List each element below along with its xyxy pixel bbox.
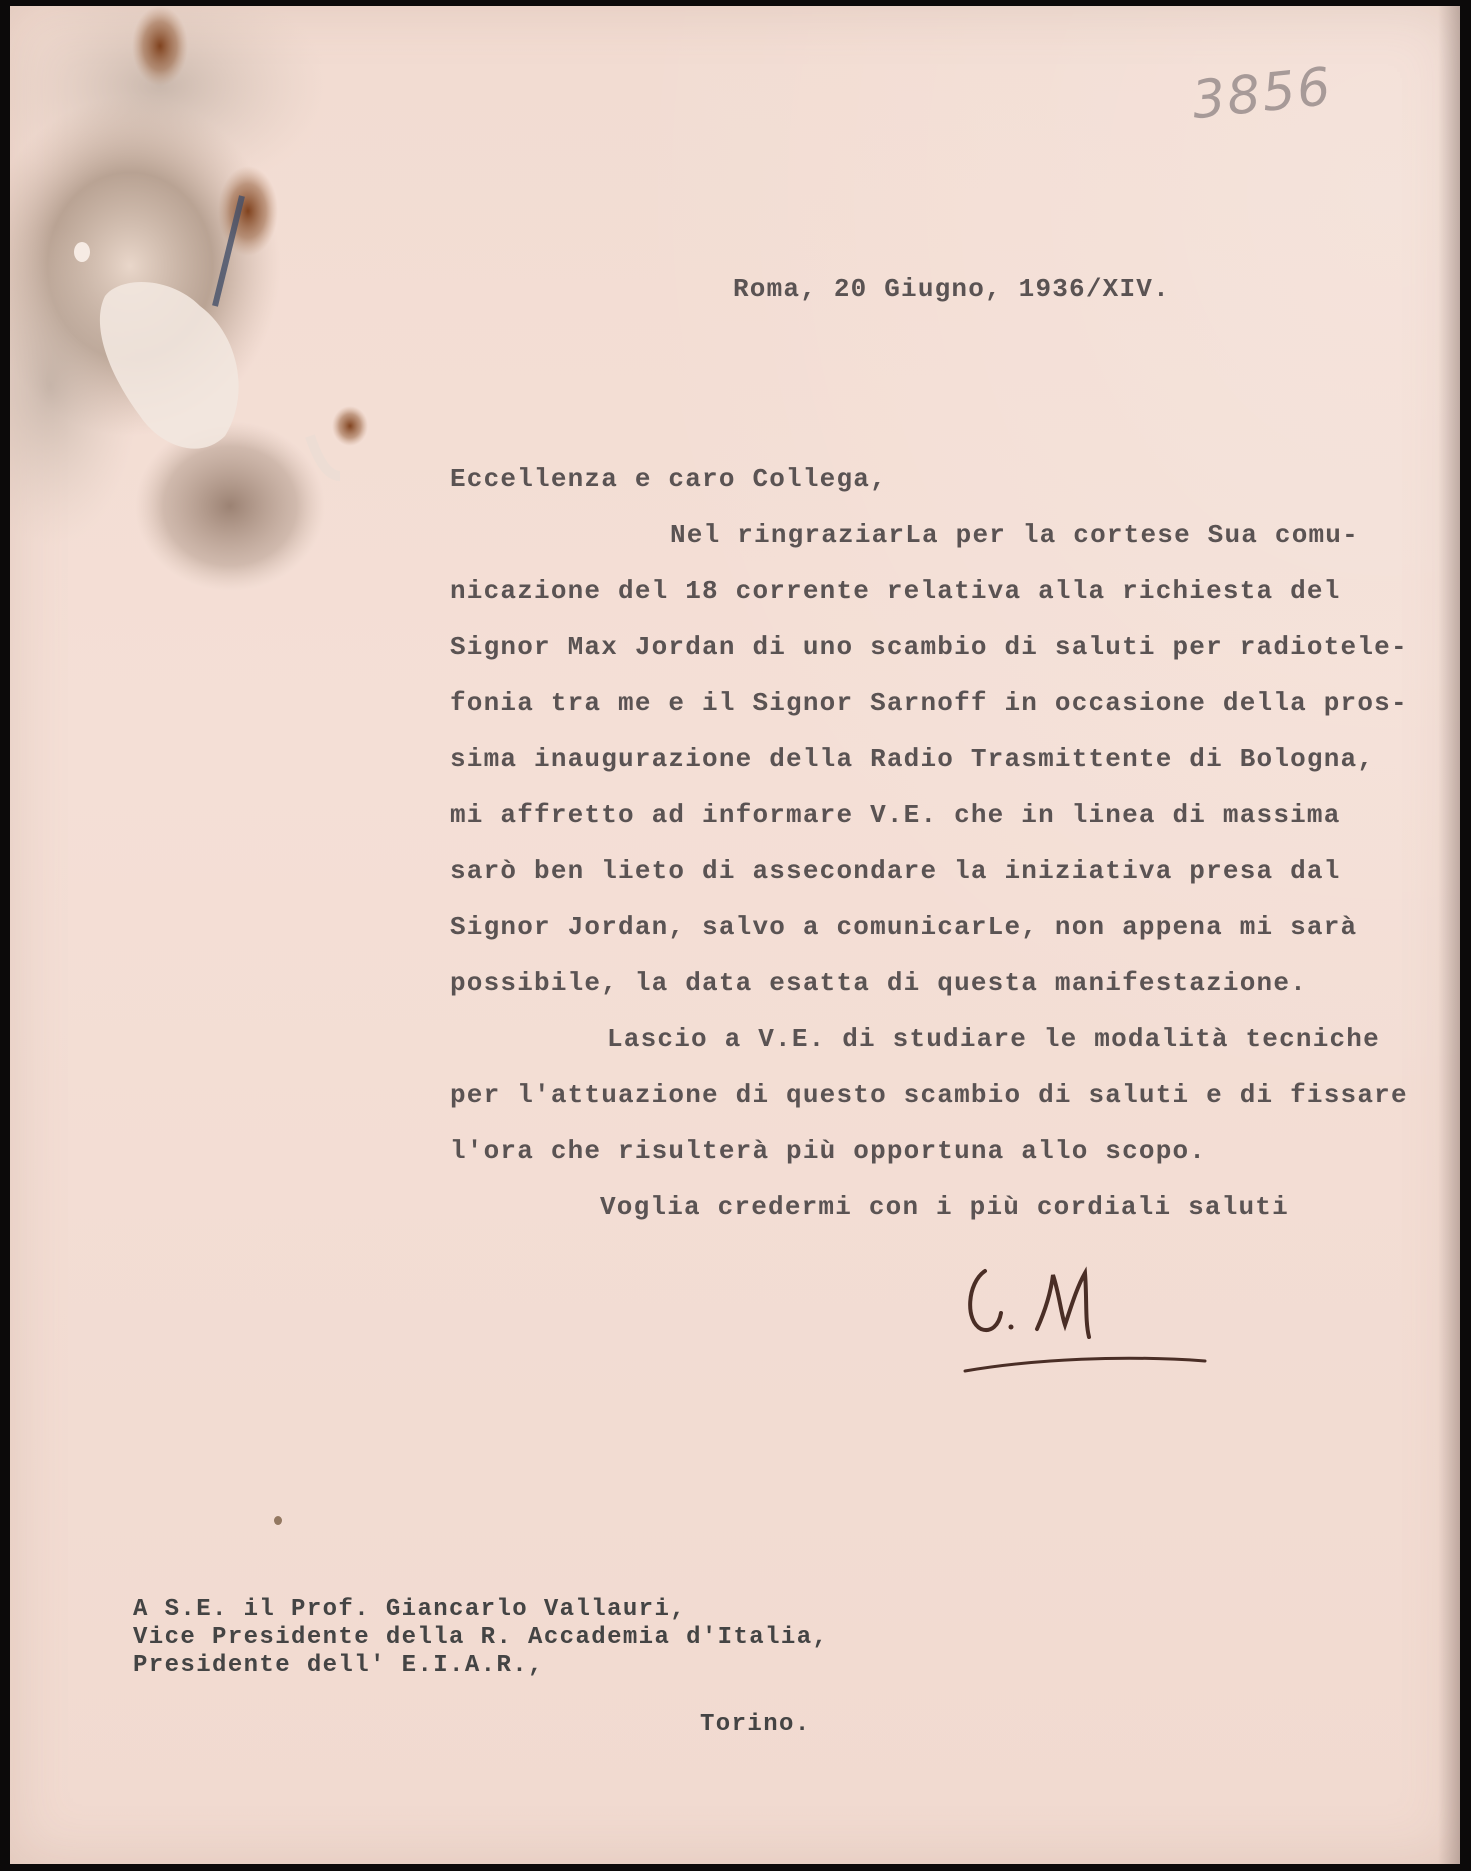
address-line: A S.E. il Prof. Giancarlo Vallauri, — [133, 1596, 687, 1623]
stain-decoration — [10, 6, 450, 646]
date-line: Roma, 20 Giugno, 1936/XIV. — [733, 274, 1170, 304]
body-line: Signor Jordan, salvo a comunicarLe, non appena mi sarà — [450, 912, 1358, 942]
body-line: nicazione del 18 corrente relativa alla richiesta del — [450, 576, 1341, 606]
letter-page — [10, 6, 1460, 1864]
body-line: l'ora che risulterà più opportuna allo scopo. — [450, 1136, 1207, 1166]
address-line: Vice Presidente della R. Accademia d'Italia, — [133, 1624, 829, 1651]
body-line: Nel ringraziarLa per la cortese Sua comu- — [670, 520, 1359, 550]
archive-number: 3856 — [1189, 56, 1336, 132]
paper-edge-shadow — [1438, 6, 1460, 1864]
body-line: possibile, la data esatta di questa manifestazione. — [450, 968, 1307, 998]
body-line: mi affretto ad informare V.E. che in linea di massima — [450, 800, 1341, 830]
body-line: Signor Max Jordan di uno scambio di saluti per radiotele- — [450, 632, 1408, 662]
address-line: Presidente dell' E.I.A.R., — [133, 1652, 544, 1679]
body-line: sarò ben lieto di assecondare la iniziativa presa dal — [450, 856, 1341, 886]
salutation: Eccellenza e caro Collega, — [450, 464, 887, 494]
body-line: per l'attuazione di questo scambio di saluti e di fissare — [450, 1080, 1408, 1110]
body-line: Lascio a V.E. di studiare le modalità tecniche — [607, 1024, 1380, 1054]
ink-spot — [274, 1516, 282, 1525]
body-line: sima inaugurazione della Radio Trasmittente di Bologna, — [450, 744, 1375, 774]
body-line: fonia tra me e il Signor Sarnoff in occasione della pros- — [450, 688, 1408, 718]
signature-mark — [955, 1251, 1215, 1381]
address-city: Torino. — [700, 1711, 811, 1738]
closing-line: Voglia credermi con i più cordiali saluti — [600, 1192, 1289, 1222]
